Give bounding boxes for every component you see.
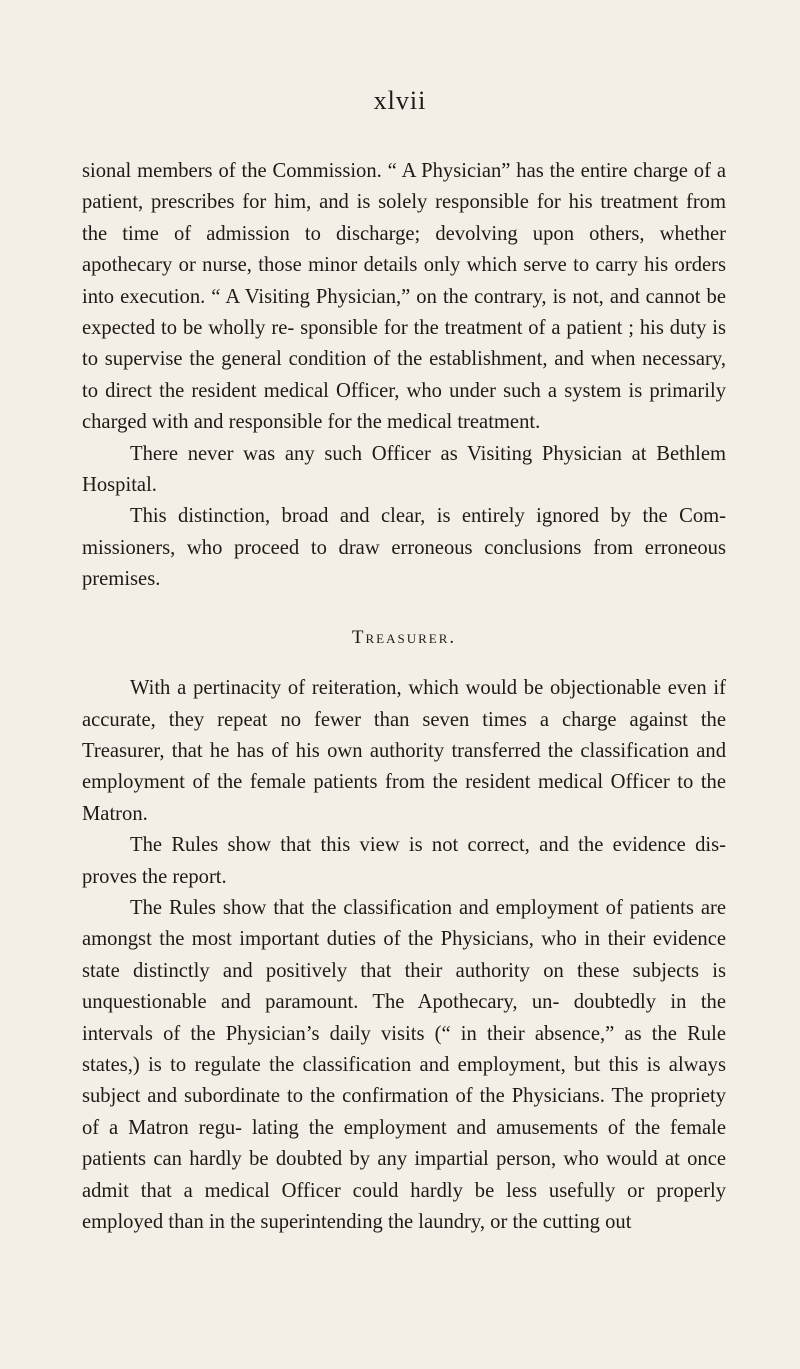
paragraph-rules-disprove: The Rules show that this view is not correct, and the evidence dis- proves the report. [82, 834, 726, 888]
paragraph-distinction-ignored: This distinction, broad and clear, is entirely ignored by the Com- missioners, who proceed to draw erroneous conclusions from erroneous premises. [82, 505, 726, 591]
body-text [82, 156, 726, 1238]
paragraph-physician-duties: sional members of the Commission. “ A Physician” has the entire charge of a patient, prescribes for him, and is solely responsible for his treatment from the time of admission to discharge; devolving upon others, whether apothecary or nurse, those minor details only which serve to carry his orders into execution. “ A Visiting Physician,” on the contrary, is not, and cannot be expected to be wholly re- sponsible for the treatment of a patient ; his duty is to supervise the general condition of the establishment, and when necessary, to direct the resident medical Officer, who under such a system is primarily charged with and responsible for the medical treatment. [82, 160, 726, 434]
paragraph-no-visiting-physician: There never was any such Officer as Visiting Physician at Bethlem Hospital. [82, 442, 726, 497]
paragraph-treasurer-charge: With a pertinacity of reiteration, which would be objectionable even if accurate, they repeat no fewer than seven times a charge against the Treasurer, that he has of his own authority transferred the classification and employment of the female patients from the resident medical Officer to the Matron. [82, 677, 726, 825]
paragraph-classification-duties: The Rules show that the classification and employment of patients are amongst the most important duties of the Physicians, who in their evidence state distinctly and positively that their authority on these subjects is unquestionable and paramount. The Apothecary, un- doubtedly in the intervals of the Physician’s daily visits (“ in their absence,” as the Rule states,) is to regulate the classification and employment, but this is always subject and subordinate to the confirmation of the Physicians. The propriety of a Matron regu- lating the employment and amusements of the female patients can hardly be doubted by any impartial person, who would at once admit that a medical Officer could hardly be less usefully or properly employed than in the superintending the laundry, or the cutting out [82, 896, 726, 1233]
page-number: xlvii [373, 86, 427, 115]
section-heading-treasurer: Treasurer. [351, 626, 457, 648]
